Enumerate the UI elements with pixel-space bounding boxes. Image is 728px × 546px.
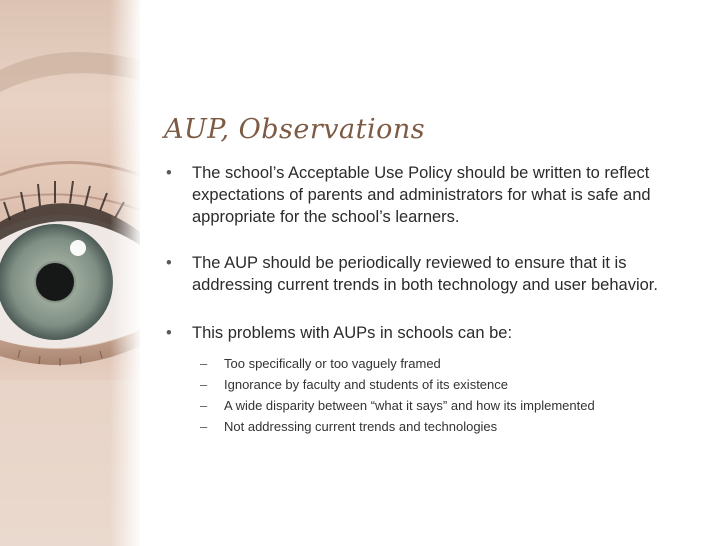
sub-bullet-item bbox=[192, 395, 711, 416]
eye-closeup-image bbox=[0, 0, 140, 546]
bullet-item bbox=[166, 162, 711, 228]
bullet-marker: • bbox=[166, 254, 172, 272]
bullet-list bbox=[166, 162, 711, 437]
bullet-marker: • bbox=[166, 324, 172, 342]
bullet-marker: • bbox=[166, 164, 172, 182]
sub-bullet-marker: – bbox=[200, 377, 208, 392]
photo-fade bbox=[110, 0, 140, 546]
sub-bullet-item bbox=[192, 353, 711, 374]
bullet-item bbox=[166, 252, 711, 296]
sub-bullet-item bbox=[192, 416, 711, 437]
sub-bullet-marker: – bbox=[200, 419, 208, 434]
sub-bullet-list bbox=[192, 353, 711, 437]
sub-bullet-text: Not addressing current trends and technologies bbox=[224, 419, 498, 434]
bullet-text: The AUP should be periodically reviewed to ensure that it is addressing current trends in both technology and user behavior. bbox=[192, 254, 658, 294]
sub-bullet-marker: – bbox=[200, 398, 208, 413]
bullet-text: The school’s Acceptable Use Policy should be written to reflect expectations of parents and administrators for what is safe and appropriate for the school’s learners. bbox=[192, 164, 651, 226]
sub-bullet-marker: – bbox=[200, 356, 208, 371]
sub-bullet-item bbox=[192, 374, 711, 395]
sub-bullet-text: A wide disparity between “what it says” and how its implemented bbox=[224, 398, 595, 413]
sub-bullet-text: Ignorance by faculty and students of its existence bbox=[224, 377, 509, 392]
bullet-item bbox=[166, 322, 711, 437]
slide-title: AUP, Observations bbox=[164, 114, 426, 145]
bullet-text: This problems with AUPs in schools can be: bbox=[192, 324, 513, 342]
sub-bullet-text: Too specifically or too vaguely framed bbox=[224, 356, 441, 371]
